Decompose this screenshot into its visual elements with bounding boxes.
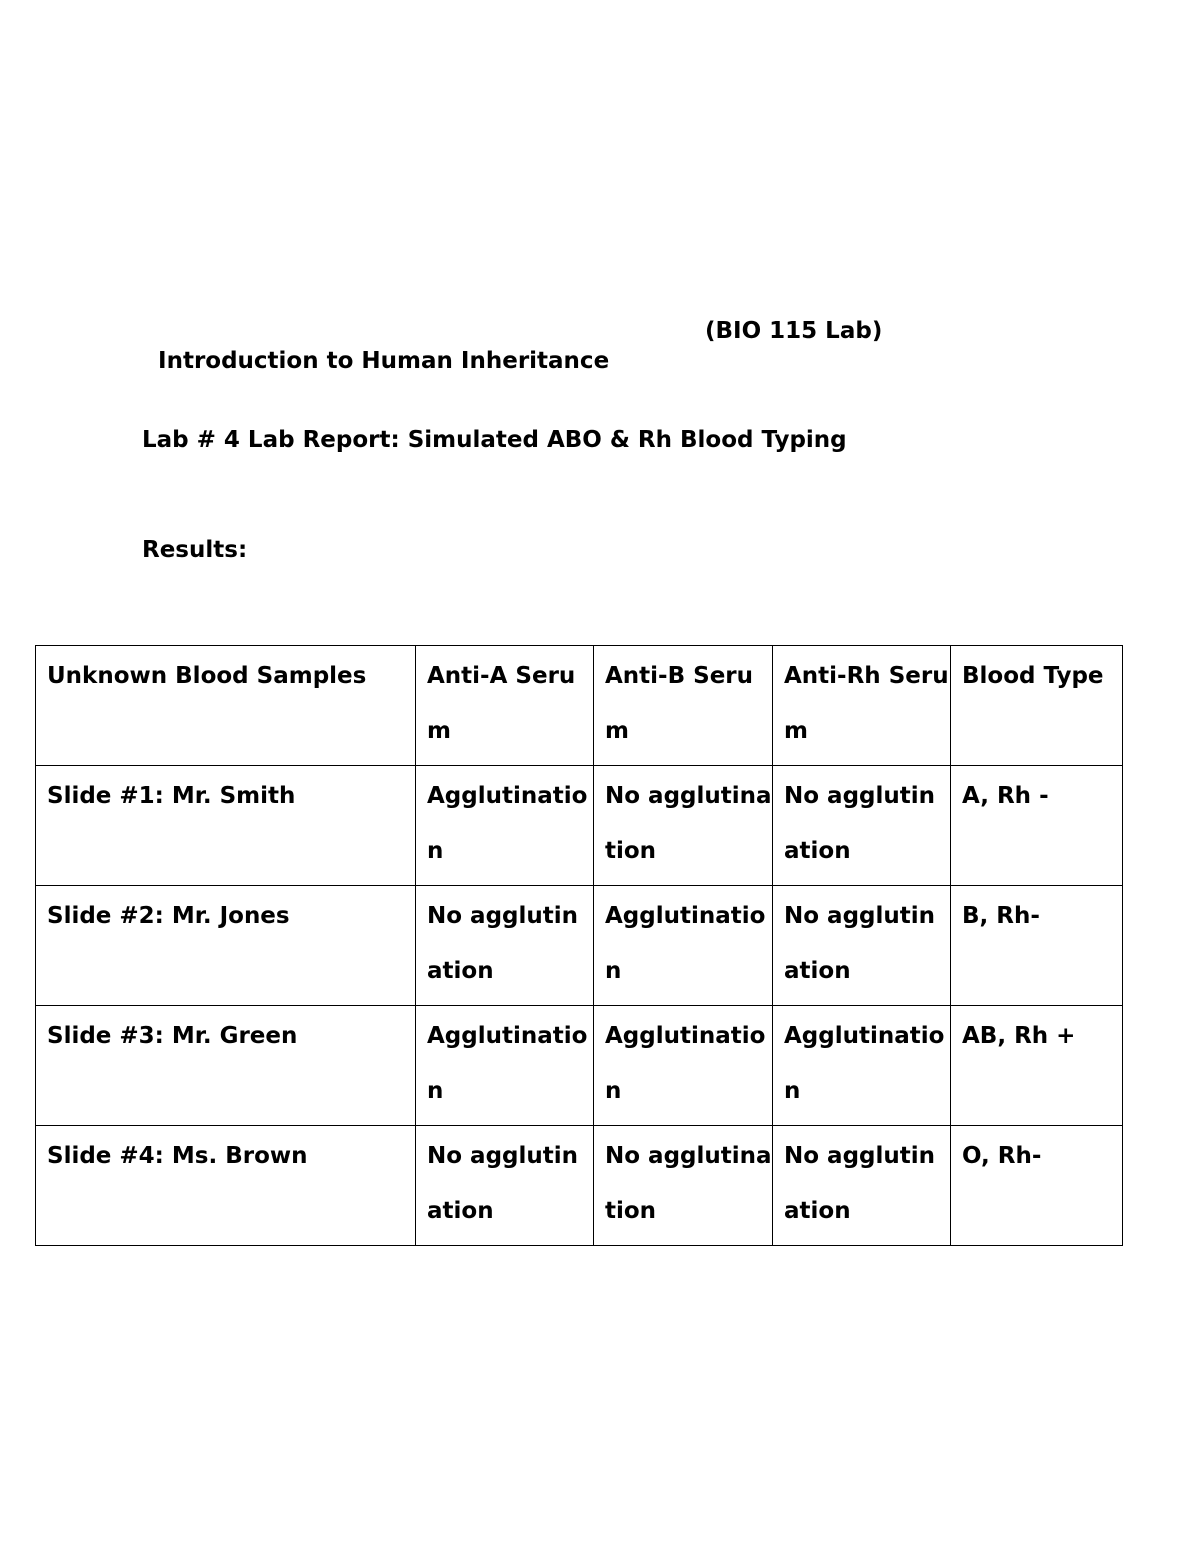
column-header-samples: Unknown Blood Samples [36,646,416,766]
table-row [36,1126,1123,1246]
anti-b-result: No agglutination [594,1126,773,1246]
anti-a-result: Agglutination [416,1006,594,1126]
course-code: (BIO 115 Lab) [705,318,883,344]
anti-rh-result: No agglutination [773,766,951,886]
sample-name: Slide #2: Mr. Jones [36,886,416,1006]
sample-name: Slide #1: Mr. Smith [36,766,416,886]
blood-type: B, Rh- [951,886,1123,1006]
column-header-anti-rh: Anti-Rh Serum [773,646,951,766]
anti-b-result: Agglutination [594,886,773,1006]
column-header-anti-a: Anti-A Serum [416,646,594,766]
blood-typing-results-table [35,645,1123,1246]
sample-name: Slide #3: Mr. Green [36,1006,416,1126]
anti-rh-result: No agglutination [773,886,951,1006]
column-header-blood-type: Blood Type [951,646,1123,766]
blood-type: AB, Rh + [951,1006,1123,1126]
anti-b-result: No agglutination [594,766,773,886]
blood-type: A, Rh - [951,766,1123,886]
sample-name: Slide #4: Ms. Brown [36,1126,416,1246]
table-header-row [36,646,1123,766]
anti-rh-result: Agglutination [773,1006,951,1126]
table-row [36,766,1123,886]
table-row [36,1006,1123,1126]
anti-a-result: No agglutination [416,1126,594,1246]
anti-b-result: Agglutination [594,1006,773,1126]
blood-type: O, Rh- [951,1126,1123,1246]
course-header [142,316,883,406]
course-title: Introduction to Human Inheritance [158,348,610,374]
lab-title: Lab # 4 Lab Report: Simulated ABO & Rh Blood Typing [142,427,847,453]
column-header-anti-b: Anti-B Serum [594,646,773,766]
anti-a-result: Agglutination [416,766,594,886]
table-row [36,886,1123,1006]
results-heading: Results: [142,537,248,563]
anti-a-result: No agglutination [416,886,594,1006]
anti-rh-result: No agglutination [773,1126,951,1246]
